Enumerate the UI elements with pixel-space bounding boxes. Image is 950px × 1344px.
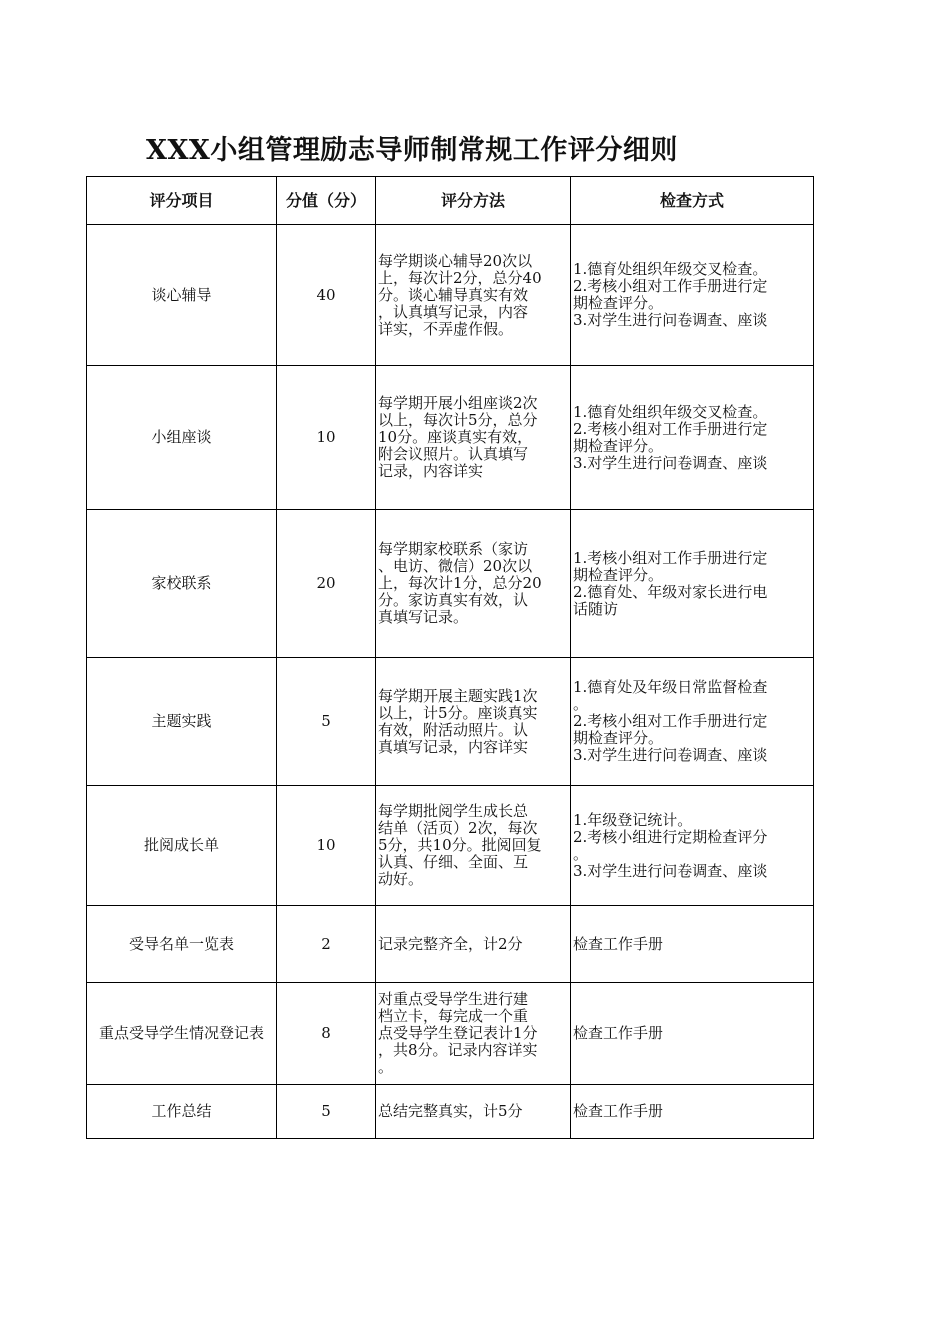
cell-check bbox=[571, 1085, 814, 1139]
method-line: 有效，附活动照片。认 bbox=[378, 720, 529, 739]
check-line: 3.对学生进行问卷调查、座谈 bbox=[573, 311, 768, 329]
method-line: 真填写记录，内容详实 bbox=[378, 737, 529, 756]
table-row bbox=[87, 786, 814, 906]
page-title: XXX小组管理励志导师制常规工作评分细则 bbox=[146, 135, 678, 166]
cell-method bbox=[376, 786, 571, 906]
cell-item: 主题实践 bbox=[87, 658, 277, 786]
cell-item: 小组座谈 bbox=[87, 366, 277, 510]
cell-item: 谈心辅导 bbox=[87, 225, 277, 366]
method-line: 以上，每次计5分，总分 bbox=[378, 411, 538, 429]
method-line: 10分。座谈真实有效， bbox=[378, 428, 533, 446]
cell-method bbox=[376, 906, 571, 983]
check-line: 3.对学生进行问卷调查、座谈 bbox=[573, 746, 768, 764]
method-line: 上，每次计1分，总分20 bbox=[378, 574, 542, 592]
cell-method bbox=[376, 983, 571, 1085]
cell-check bbox=[571, 983, 814, 1085]
cell-check bbox=[571, 786, 814, 906]
cell-check bbox=[571, 906, 814, 983]
cell-check bbox=[571, 658, 814, 786]
method-line: 分。家访真实有效，认 bbox=[378, 591, 529, 609]
check-line: 。 bbox=[573, 695, 589, 713]
method-line: 每学期开展小组座谈2次 bbox=[378, 394, 538, 412]
table-row bbox=[87, 658, 814, 786]
header-row bbox=[87, 177, 814, 225]
check-line: 话随访 bbox=[573, 599, 619, 618]
header-score: 分值（分） bbox=[277, 177, 376, 225]
table-row bbox=[87, 1085, 814, 1139]
cell-score: 10 bbox=[277, 786, 376, 906]
header-check: 检查方式 bbox=[571, 177, 814, 225]
cell-item: 批阅成长单 bbox=[87, 786, 277, 906]
cell-check bbox=[571, 366, 814, 510]
method-line: 5分，共10分。批阅回复 bbox=[378, 836, 542, 854]
cell-method bbox=[376, 510, 571, 658]
method-line: 每学期开展主题实践1次 bbox=[378, 686, 538, 705]
method-line: 认真、仔细、全面、互 bbox=[378, 853, 529, 871]
table-row bbox=[87, 906, 814, 983]
cell-score: 40 bbox=[277, 225, 376, 366]
method-line: ，共8分。记录内容详实 bbox=[378, 1041, 538, 1059]
method-line: 。 bbox=[378, 1058, 394, 1076]
method-line: 附会议照片。认真填写 bbox=[378, 445, 529, 463]
cell-score: 20 bbox=[277, 510, 376, 658]
check-line: 3.对学生进行问卷调查、座谈 bbox=[573, 861, 768, 880]
check-line: 1.考核小组对工作手册进行定 bbox=[573, 548, 768, 567]
check-line: 检查工作手册 bbox=[573, 934, 664, 953]
check-line: 期检查评分。 bbox=[573, 565, 664, 584]
method-line: 、电访、微信）20次以 bbox=[378, 557, 533, 575]
method-line: ，认真填写记录，内容 bbox=[378, 302, 529, 321]
cell-method bbox=[376, 366, 571, 510]
method-line: 档立卡，每完成一个重 bbox=[378, 1007, 529, 1025]
scoring-table bbox=[86, 176, 814, 1139]
table-row bbox=[87, 510, 814, 658]
method-line: 记录完整齐全，计2分 bbox=[378, 934, 523, 953]
check-line: 2.考核小组对工作手册进行定 bbox=[573, 419, 768, 438]
cell-check bbox=[571, 225, 814, 366]
check-line: 2.考核小组对工作手册进行定 bbox=[573, 712, 768, 730]
check-line: 期检查评分。 bbox=[573, 436, 664, 455]
method-line: 总结完整真实，计5分 bbox=[378, 1102, 523, 1120]
check-line: 2.考核小组进行定期检查评分 bbox=[573, 827, 768, 846]
check-line: 期检查评分。 bbox=[573, 294, 664, 312]
method-line: 每学期家校联系（家访 bbox=[378, 540, 529, 558]
cell-method bbox=[376, 1085, 571, 1139]
header-method: 评分方法 bbox=[376, 177, 571, 225]
method-line: 动好。 bbox=[378, 870, 424, 888]
cell-score: 8 bbox=[277, 983, 376, 1085]
check-line: 期检查评分。 bbox=[573, 729, 664, 747]
method-line: 点受导学生登记表计1分 bbox=[378, 1024, 538, 1042]
method-line: 每学期谈心辅导20次以 bbox=[378, 251, 533, 270]
cell-score: 5 bbox=[277, 1085, 376, 1139]
method-line: 结单（活页）2次，每次 bbox=[378, 819, 538, 837]
cell-method bbox=[376, 225, 571, 366]
method-line: 记录，内容详实 bbox=[378, 462, 484, 480]
cell-item: 家校联系 bbox=[87, 510, 277, 658]
method-line: 以上，计5分。座谈真实 bbox=[378, 703, 538, 722]
table-row bbox=[87, 983, 814, 1085]
check-line: 检查工作手册 bbox=[573, 1024, 664, 1042]
cell-score: 2 bbox=[277, 906, 376, 983]
cell-item: 工作总结 bbox=[87, 1085, 277, 1139]
check-line: 3.对学生进行问卷调查、座谈 bbox=[573, 453, 768, 472]
check-line: 2.考核小组对工作手册进行定 bbox=[573, 277, 768, 295]
method-line: 上，每次计2分，总分40 bbox=[378, 268, 542, 287]
cell-score: 5 bbox=[277, 658, 376, 786]
method-line: 每学期批阅学生成长总 bbox=[378, 802, 529, 820]
cell-score: 10 bbox=[277, 366, 376, 510]
check-line: 。 bbox=[573, 844, 589, 863]
method-line: 分。谈心辅导真实有效 bbox=[378, 285, 529, 304]
check-line: 1.德育处组织年级交叉检查。 bbox=[573, 260, 768, 278]
check-line: 1.年级登记统计。 bbox=[573, 810, 693, 829]
cell-check bbox=[571, 510, 814, 658]
check-line: 1.德育处及年级日常监督检查 bbox=[573, 678, 768, 696]
method-line: 详实，不弄虚作假。 bbox=[378, 319, 514, 338]
cell-item: 受导名单一览表 bbox=[87, 906, 277, 983]
check-line: 2.德育处、年级对家长进行电 bbox=[573, 582, 768, 601]
check-line: 1.德育处组织年级交叉检查。 bbox=[573, 402, 768, 421]
cell-method bbox=[376, 658, 571, 786]
check-line: 检查工作手册 bbox=[573, 1102, 664, 1120]
cell-item: 重点受导学生情况登记表 bbox=[87, 983, 277, 1085]
header-item: 评分项目 bbox=[87, 177, 277, 225]
table-row bbox=[87, 225, 814, 366]
method-line: 对重点受导学生进行建 bbox=[378, 990, 529, 1008]
method-line: 真填写记录。 bbox=[378, 608, 469, 626]
table-row bbox=[87, 366, 814, 510]
